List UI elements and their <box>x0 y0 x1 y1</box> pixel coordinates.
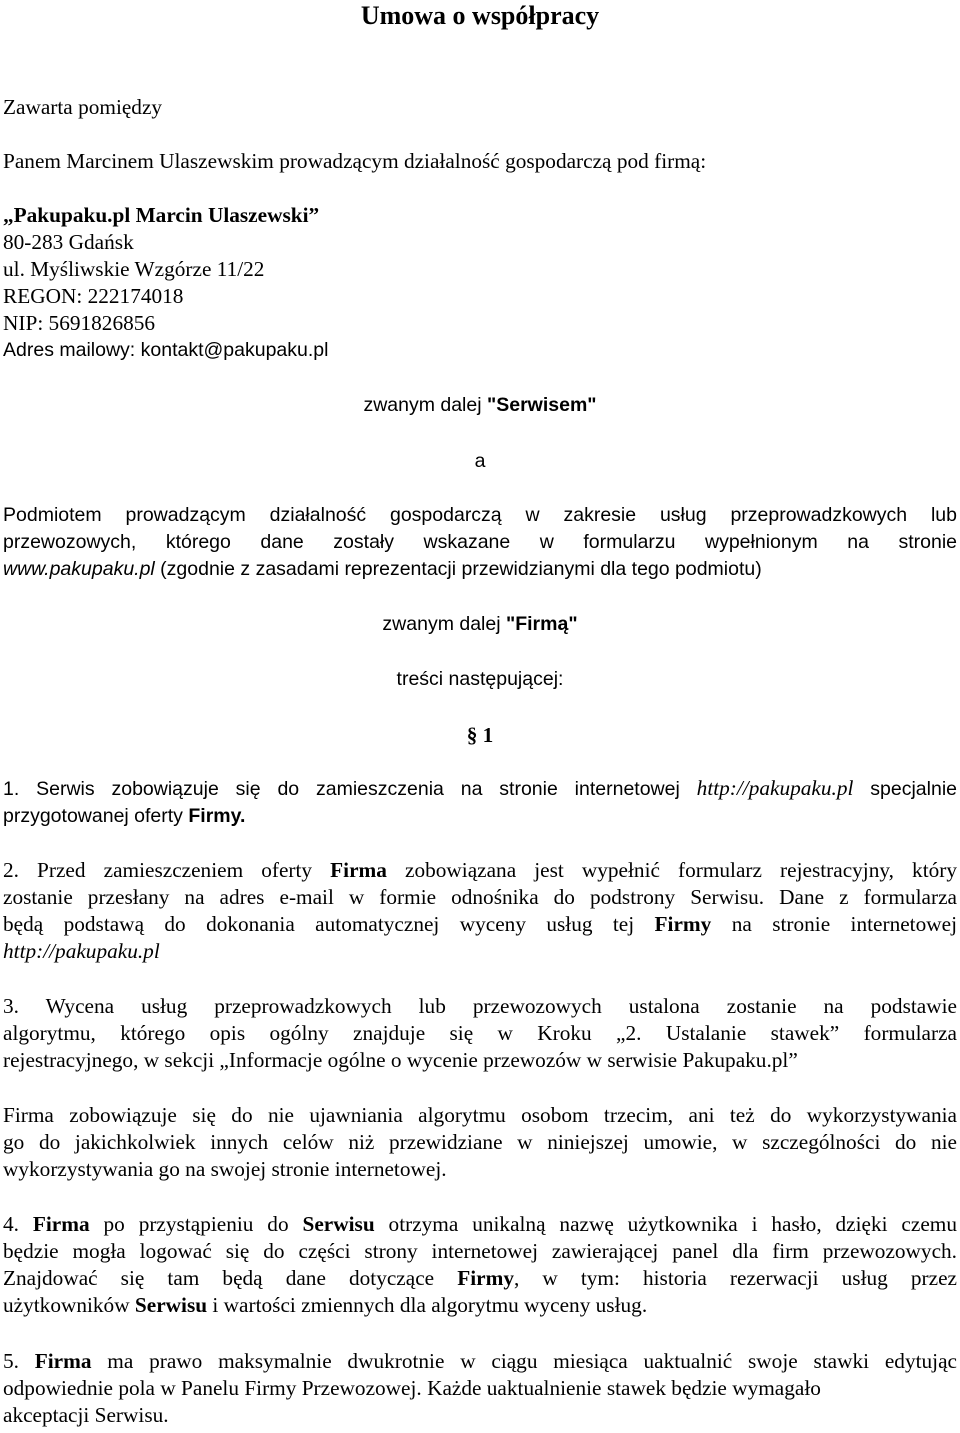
p4-line3 <box>3 1265 957 1292</box>
party1-details <box>3 202 957 364</box>
p4-text-c: otrzyma unikalną nazwę użytkownika i hasło, dzięki czemu <box>374 1212 958 1236</box>
p2-text-b: zobowiązana jest wypełnić formularz rejestracyjny, który <box>386 858 957 882</box>
party2-line3-rest: (zgodnie z zasadami reprezentacji przewidzianymi dla tego podmiotu) <box>154 558 762 580</box>
p4-text-h: i wartości zmiennych dla algorytmu wyceny usług. <box>207 1293 648 1317</box>
p5-firma: Firma <box>34 1349 92 1373</box>
p1-text-c: przygotowanej oferty <box>3 805 189 827</box>
section-heading: § 1 <box>466 723 494 747</box>
party2-line3 <box>3 556 957 583</box>
p1-text-d: Firmy. <box>188 805 246 827</box>
p3-line2: algorytmu, którego opis ogólny znajduje się w Kroku „2. Ustalanie stawek” formularza <box>3 1021 957 1045</box>
party1-nip: NIP: 5691826856 <box>3 311 156 335</box>
p3-line3: rejestracyjnego, w sekcji „Informacje ogólne o wycenie przewozów w serwisie Pakupaku.pl” <box>3 1048 798 1072</box>
content-intro: treści następującej: <box>396 668 564 690</box>
p2-line2: zostanie przesłany na adres e-mail w formie odnośnika do podstrony Serwisu. Dane z formularza <box>3 885 957 909</box>
p2-text-d: będą podstawą do dokonania automatycznej wyceny usług tej <box>3 912 655 936</box>
party1-called-prefix: zwanym dalej <box>363 394 487 416</box>
party2-url: www.pakupaku.pl <box>3 558 155 580</box>
p2-url: http://pakupaku.pl <box>3 939 160 963</box>
p3b-line1: Firma zobowiązuje się do nie ujawniania algorytmu osobom trzecim, ani też do wykorzystywania <box>3 1103 957 1127</box>
p5-text-b: ma prawo maksymalnie dwukrotnie w ciągu miesiąca uaktualnić swoje stawki edytując <box>91 1349 957 1373</box>
party1-regon: REGON: 222174018 <box>3 284 184 308</box>
paragraph-2 <box>3 857 957 965</box>
p4-line1 <box>3 1211 957 1238</box>
paragraph-3b <box>3 1102 957 1183</box>
p1-url: http://pakupaku.pl <box>696 776 854 800</box>
p4-text-b: po przystąpieniu do <box>89 1212 303 1236</box>
p5-line3: akceptacji Serwisu. <box>3 1403 169 1427</box>
intro-text: Zawarta pomiędzy <box>3 95 163 119</box>
party1-lead: Panem Marcinem Ulaszewskim prowadzącym działalność gospodarczą pod firmą: <box>3 149 707 173</box>
party1-postal: 80-283 Gdańsk <box>3 230 134 254</box>
paragraph-4 <box>3 1211 957 1319</box>
paragraph-3 <box>3 993 957 1074</box>
p1-line2 <box>3 803 957 830</box>
p4-serwisu: Serwisu <box>302 1212 375 1236</box>
p3b-line3: wykorzystywania go na swojej stronie internetowej. <box>3 1157 447 1181</box>
party2-called-name: "Firmą" <box>505 613 578 635</box>
p2-line1 <box>3 857 957 884</box>
party1-street: ul. Myśliwskie Wzgórze 11/22 <box>3 257 265 281</box>
party1-company: „Pakupaku.pl Marcin Ulaszewski” <box>3 203 320 227</box>
p2-firmy: Firmy <box>654 912 712 936</box>
document-title: Umowa o współpracy <box>360 1 600 30</box>
p2-text-a: 2. Przed zamieszczeniem oferty <box>3 858 331 882</box>
p4-text-g: użytkowników <box>3 1293 135 1317</box>
party2-line2: przewozowych, którego dane zostały wskazane w formularzu wypełnionym na stronie <box>3 531 957 553</box>
party1-email: Adres mailowy: kontakt@pakupaku.pl <box>3 339 329 361</box>
conjunction: a <box>474 450 486 472</box>
p4-line2: będzie mogła logować się do części strony internetowej zawierającej panel dla firm przewozowych. <box>3 1239 957 1263</box>
p4-firmy: Firmy <box>457 1266 514 1290</box>
p4-serwisu2: Serwisu <box>134 1293 208 1317</box>
p4-text-a: 4. <box>3 1212 33 1236</box>
p2-text-e: na stronie internetowej <box>711 912 957 936</box>
p1-text-b: specjalnie <box>853 778 958 800</box>
p4-text-f: , w tym: historia rezerwacji usług przez <box>513 1266 957 1290</box>
party2-called-prefix: zwanym dalej <box>382 613 506 635</box>
p1-line1 <box>3 775 957 803</box>
paragraph-1 <box>3 775 957 830</box>
p3-line1: 3. Wycena usług przeprowadzkowych lub przewozowych ustalona zostanie na podstawie <box>3 994 957 1018</box>
p5-line1 <box>3 1348 957 1375</box>
party1-called <box>3 392 957 419</box>
p5-text-a: 5. <box>3 1349 35 1373</box>
p4-firma: Firma <box>32 1212 90 1236</box>
party2-description <box>3 502 957 583</box>
p5-line2: odpowiednie pola w Panelu Firmy Przewozowej. Każde uaktualnienie stawek będzie wymagało <box>3 1376 821 1400</box>
p2-line3 <box>3 911 957 938</box>
p1-text-a: 1. Serwis zobowiązuje się do zamieszczenia na stronie internetowej <box>3 778 697 800</box>
p4-text-e: Znajdować się tam będą dane dotyczące <box>3 1266 458 1290</box>
party2-called <box>3 611 957 638</box>
p4-line4 <box>3 1292 957 1319</box>
paragraph-5 <box>3 1348 957 1429</box>
party1-called-name: "Serwisem" <box>487 394 597 416</box>
p3b-line2: go do jakichkolwiek innych celów niż przewidziane w niniejszej umowie, w szczególności do nie <box>3 1130 957 1154</box>
p2-firma: Firma <box>330 858 387 882</box>
party2-line1: Podmiotem prowadzącym działalność gospodarczą w zakresie usług przeprowadzkowych lub <box>3 504 957 526</box>
